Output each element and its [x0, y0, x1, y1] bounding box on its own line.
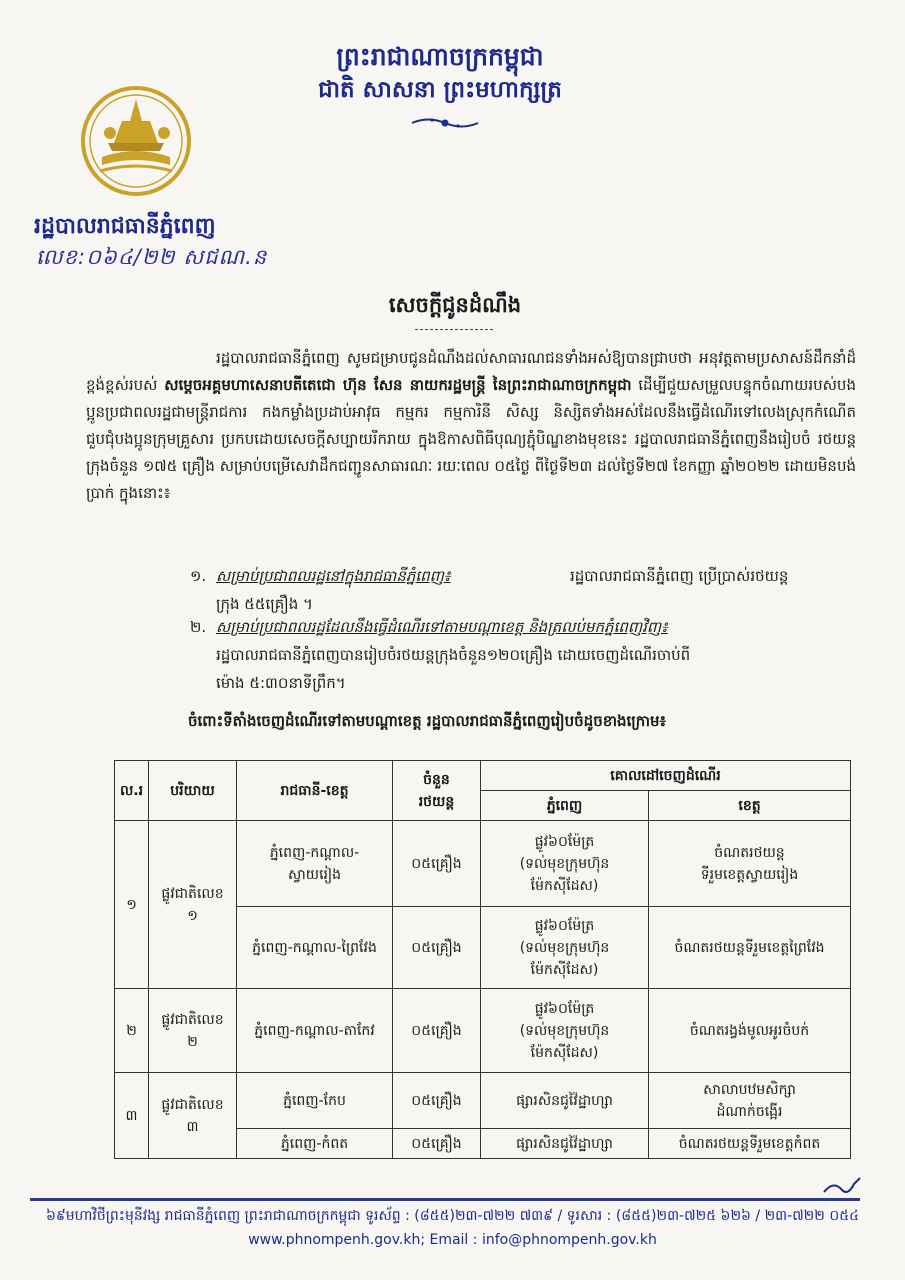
footer-address: ៦៩មហាវិថីព្រះមុនីវង្ស រាជធានីភ្នំពេញ ព្រះរាជាណាចក្រកម្ពុជា ទូរស័ព្ទ : (៨៥៥)២៣-៧២២ ៧៣៩ / ទូរសារ : (៨៥៥)២៣-៧២៥ ៦២៦ / ២៣-៧២២ ០៥៤ — [45, 1208, 860, 1224]
cell-road — [149, 1073, 237, 1159]
col-header-province: ខេត្ត — [649, 791, 851, 821]
phnom-penh-emblem-icon — [80, 85, 192, 197]
cell-pp: ផ្សារសិនជូវ៉ៃដ្ឋាហ្សា — [481, 1129, 649, 1159]
cell-road — [149, 821, 237, 989]
cell-province-l2: ទីរួមខេត្តស្វាយរៀង — [700, 866, 799, 883]
cell-buses: ០៥គ្រឿង — [393, 821, 481, 907]
cell-pp-l3: ម៉ែកស៊ីដែស) — [530, 877, 599, 894]
cell-road-l1: ផ្លូវជាតិលេខ — [161, 885, 224, 902]
list-item-number: ១. — [190, 567, 207, 585]
list-item-text: រដ្ឋបាលរាជធានីភ្នំពេញបានរៀបចំរថយន្តក្រុងចំនួន១២០គ្រឿង ដោយចេញដំណើរចាប់ពី — [216, 646, 691, 664]
cell-buses: ០៥គ្រឿង — [393, 907, 481, 989]
departure-schedule-table — [114, 760, 851, 1159]
document-title: សេចក្តីជូនដំណឹង — [388, 293, 522, 317]
cell-pp — [481, 989, 649, 1073]
footer-contact: www.phnompenh.gov.kh; Email : info@phnompenh.gov.kh — [248, 1232, 657, 1248]
cell-province: ចំណតរថយន្តទីរួមខេត្តព្រៃវែង — [649, 907, 851, 989]
cell-route-l1: ភ្នំពេញ-កណ្តាល- — [269, 844, 360, 861]
cell-pp-l1: ផ្លូវ៦០ម៉ែត្រ — [534, 833, 595, 850]
cell-road-l1: ផ្លូវជាតិលេខ — [161, 1011, 224, 1028]
list-item-text: រដ្ឋបាលរាជធានីភ្នំពេញ ប្រើប្រាស់រថយន្ត — [570, 567, 789, 585]
cell-pp — [481, 821, 649, 907]
cell-road-l2: ១ — [187, 907, 198, 924]
cell-road-l1: ផ្លូវជាតិលេខ — [161, 1096, 224, 1113]
letterhead — [250, 40, 630, 106]
cell-buses: ០៥គ្រឿង — [393, 989, 481, 1073]
cell-route — [237, 821, 393, 907]
list-item-text-cont: ម៉ោង ៥:៣០នាទីព្រឹក។ — [216, 674, 346, 692]
cell-route: ភ្នំពេញ-កែប — [237, 1073, 393, 1129]
reference-number: លេខ:០៦៤/២២ សជណ.ន — [36, 245, 268, 269]
body-paragraph-leader: សម្តេចអគ្គមហាសេនាបតីតេជោ ហ៊ុន សែន នាយករដ្ឋមន្ត្រី នៃព្រះរាជាណាចក្រកម្ពុជា — [164, 376, 632, 394]
list-item-heading: សម្រាប់ប្រជាពលរដ្ឋដែលនឹងធ្វើដំណើរទៅតាមបណ្តាខេត្ត និងត្រលប់មកភ្នំពេញវិញ៖ — [216, 618, 668, 636]
cell-pp-l2: (ទល់មុខក្រុមហ៊ុន — [519, 1022, 610, 1039]
col-header-road: បរិយាយ — [149, 761, 237, 821]
table-row — [115, 989, 851, 1073]
col-header-buses-l1: ចំនួន — [423, 771, 450, 788]
list-item-number: ២. — [190, 618, 207, 636]
cell-road-l2: ២ — [187, 1033, 198, 1050]
page-mark-icon — [820, 1174, 870, 1198]
cell-pp-l3: ម៉ែកស៊ីដែស) — [530, 1044, 599, 1061]
cell-province: ចំណតរថយន្តទីរួមខេត្តកំពត — [649, 1129, 851, 1159]
cell-route: ភ្នំពេញ-កណ្តាល-តាកែវ — [237, 989, 393, 1073]
table-row — [115, 821, 851, 907]
cell-no: ៣ — [115, 1073, 149, 1159]
col-header-phnom-penh: ភ្នំពេញ — [481, 791, 649, 821]
cell-no: ១ — [115, 821, 149, 989]
body-paragraph-intro: រដ្ឋបាលរាជធានីភ្នំពេញ សូមជម្រាបជូនដំណឹងដល់សាធារណជនទាំងអស់ឱ្យបានជ្រាបថា អនុវត្តតាមប្រសាសន៍ដឹកនាំដ៏ខ្ពង់ខ្ពស់របស់ — [86, 349, 856, 394]
cell-route-l2: ស្វាយរៀង — [287, 866, 342, 883]
national-motto: ជាតិ សាសនា ព្រះមហាក្សត្រ — [318, 77, 562, 103]
cell-buses: ០៥គ្រឿង — [393, 1129, 481, 1159]
list-item-text-cont: ក្រុង ៥៥គ្រឿង ។ — [216, 595, 313, 613]
cell-pp: ផ្សារសិនជូវ៉ៃដ្ឋាហ្សា — [481, 1073, 649, 1129]
footer-divider — [30, 1198, 860, 1201]
body-paragraph-main: ដើម្បីជួយសម្រួលបន្ទុកចំណាយរបស់បងប្អូនប្រជាពលរដ្ឋជាមន្ត្រីរាជការ កងកម្លាំងប្រដាប់អាវុធ កម្មករ កម្មការិនី សិស្ស និស្សិតទាំងអស់ដែលនឹងធ្វើដំណើរទៅលេងស្រុកកំណើត ជួបជុំបងប្អូនក្រុមគ្រួសារ ប្រកបដោយសេចក្តីសប្បាយរីករាយ ក្នុងឱកាសពិធីបុណ្យភ្ជុំបិណ្ឌខាងមុខនេះ រដ្ឋបាលរាជធានីភ្នំពេញនឹងរៀបចំ រថយន្តក្រុងចំនួន ១៧៥ គ្រឿង សម្រាប់បម្រើសេវាដឹកជញ្ជូនសាធារណៈ រយៈពេល ០៥ថ្ងៃ ពីថ្ងៃទី២៣ ដល់ថ្ងៃទី២៧ ខែកញ្ញា ឆ្នាំ២០២២ ដោយមិនបង់ប្រាក់ ក្នុងនោះ៖ — [86, 376, 856, 502]
cell-province-l1: សាលាបឋមសិក្សា — [703, 1081, 796, 1098]
title-divider — [415, 329, 493, 330]
cell-route: ភ្នំពេញ-កណ្តាល-ព្រៃវែង — [237, 907, 393, 989]
cell-no: ២ — [115, 989, 149, 1073]
col-header-buses — [393, 761, 481, 821]
ornament-divider-icon — [410, 114, 480, 132]
col-header-departure: គោលដៅចេញដំណើរ — [481, 761, 851, 791]
table-intro: ចំពោះទីតាំងចេញដំណើរទៅតាមបណ្តាខេត្ត រដ្ឋបាលរាជធានីភ្នំពេញរៀបចំដូចខាងក្រោម៖ — [188, 712, 667, 730]
issuing-office: រដ្ឋបាលរាជធានីភ្នំពេញ — [34, 214, 216, 239]
cell-route: ភ្នំពេញ-កំពត — [237, 1129, 393, 1159]
list-item-heading: សម្រាប់ប្រជាពលរដ្ឋនៅក្នុងរាជធានីភ្នំពេញ៖ — [216, 567, 451, 585]
cell-province-l1: ចំណតរថយន្ត — [714, 844, 785, 861]
cell-pp-l3: ម៉ែកស៊ីដែស) — [530, 961, 599, 978]
table-row — [115, 1073, 851, 1129]
col-header-no: ល.រ — [115, 761, 149, 821]
cell-pp-l1: ផ្លូវ៦០ម៉ែត្រ — [534, 1000, 595, 1017]
kingdom-name: ព្រះរាជាណាចក្រកម្ពុជា — [336, 42, 544, 71]
cell-pp-l2: (ទល់មុខក្រុមហ៊ុន — [519, 855, 610, 872]
cell-road — [149, 989, 237, 1073]
cell-province: ចំណតរង្វង់មូលអូរចំបក់ — [649, 989, 851, 1073]
cell-province-l2: ដំណាក់ចង្អើរ — [716, 1103, 783, 1120]
notice-body — [86, 345, 856, 507]
cell-province — [649, 1073, 851, 1129]
cell-pp — [481, 907, 649, 989]
cell-province — [649, 821, 851, 907]
col-header-route: រាជធានី-ខេត្ត — [237, 761, 393, 821]
cell-buses: ០៥គ្រឿង — [393, 1073, 481, 1129]
cell-road-l2: ៣ — [186, 1118, 199, 1135]
cell-pp-l1: ផ្លូវ៦០ម៉ែត្រ — [534, 917, 595, 934]
cell-pp-l2: (ទល់មុខក្រុមហ៊ុន — [519, 939, 610, 956]
col-header-buses-l2: រថយន្ត — [418, 793, 455, 810]
